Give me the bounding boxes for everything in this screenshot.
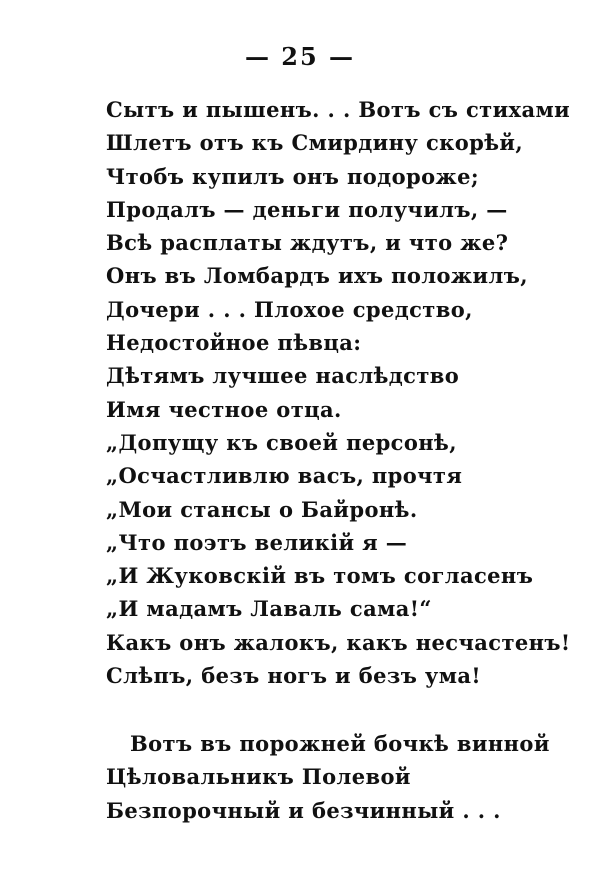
verse-line: „Осчастливлю васъ, прочтя [106, 463, 463, 489]
verse-line: „Что поэтъ великій я — [106, 529, 408, 555]
stanza [106, 93, 571, 692]
verse-line: „Допущу къ своей персонѣ, [106, 429, 457, 455]
verse-line: Слѣпъ, безъ ногъ и безъ ума! [106, 663, 482, 689]
verse-line: Недостойное пѣвца: [106, 330, 362, 356]
verse-line: Чтобъ купилъ онъ подороже; [106, 163, 479, 189]
verse-line: „Мои стансы о Байронѣ. [106, 496, 418, 522]
verse-line: Дочери . . . Плохое средство, [106, 296, 473, 322]
verse-line: Продалъ — деньги получилъ, — [106, 196, 508, 222]
verse-line: Какъ онъ жалокъ, какъ несчастенъ! [106, 629, 571, 655]
page-number: — 25 — [244, 42, 356, 71]
verse-line: Безпорочный и безчинный . . . [106, 797, 501, 823]
verse-line: Всѣ расплаты ждутъ, и что же? [106, 230, 509, 256]
stanza [106, 727, 550, 827]
verse-line: Шлетъ отъ къ Смирдину скорѣй, [106, 130, 524, 156]
verse-line: „И Жуковскій въ томъ согласенъ [106, 563, 534, 589]
verse-line: Дѣтямъ лучшее наслѣдство [106, 363, 460, 389]
verse-line: Цѣловальникъ Полевой [106, 764, 411, 790]
verse-line: „И мадамъ Лаваль сама!“ [106, 596, 432, 622]
verse-line: Вотъ въ порожней бочкѣ винной [130, 731, 550, 756]
verse-line: Сытъ и пышенъ. . . Вотъ съ стихами [106, 97, 571, 122]
verse-line: Онъ въ Ломбардъ ихъ положилъ, [106, 263, 528, 289]
verse-line: Имя честное отца. [106, 396, 342, 422]
